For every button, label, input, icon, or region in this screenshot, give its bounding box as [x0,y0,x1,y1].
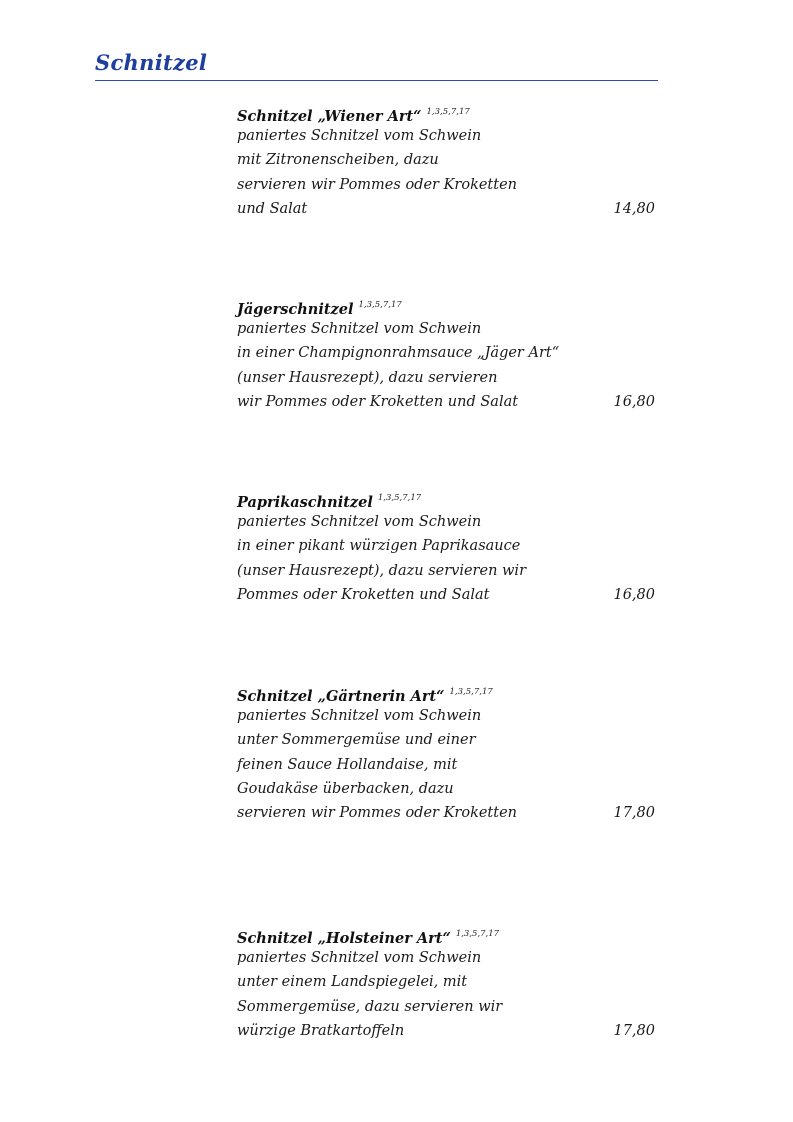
item-description-line: paniertes Schnitzel vom Schwein [237,950,482,966]
item-description-line: mit Zitronenscheiben, dazu [237,152,439,169]
item-title-row [237,680,658,704]
menu-item [237,680,658,825]
item-allergens: 1,3,5,7,17 [449,687,493,697]
item-description-line-last [237,390,658,414]
item-description-line: (unser Hausrezept), dazu servieren [237,369,498,386]
item-description-text: servieren wir Pommes oder Kroketten [237,805,518,822]
item-title: Jägerschnitzel [237,301,354,318]
item-description-line-last [237,801,658,825]
item-title-row [237,293,658,317]
item-description-line: in einer Champignonrahmsauce „Jäger Art“ [237,345,560,362]
item-price: 14,80 [613,200,655,217]
menu-item [237,922,658,1043]
item-description-line: (unser Hausrezept), dazu servieren wir [237,562,527,579]
item-description-text: würzige Bratkartoffeln [237,1022,405,1039]
item-description-line: unter einem Landspiegelei, mit [237,974,468,991]
item-description-line: in einer pikant würzigen Paprikasauce [237,538,521,555]
item-allergens: 1,3,5,7,17 [426,107,470,117]
item-price: 17,80 [613,805,655,822]
item-description-line-last [237,197,658,221]
item-title: Schnitzel „Holsteiner Art“ [237,930,451,947]
item-allergens: 1,3,5,7,17 [377,493,422,503]
item-description-line: paniertes Schnitzel vom Schwein [237,321,482,337]
item-price: 16,80 [613,393,655,410]
menu-item [237,100,658,221]
item-title-row [237,486,658,510]
item-description-line-last [237,583,658,607]
item-allergens: 1,3,5,7,17 [455,929,500,939]
item-description-line: paniertes Schnitzel vom Schwein [237,708,482,724]
item-description-line: Sommergemüse, dazu servieren wir [237,998,503,1015]
item-description-text: Pommes oder Kroketten und Salat [237,586,490,603]
item-description-text: und Salat [237,200,308,217]
item-title-row [237,922,658,946]
item-allergens: 1,3,5,7,17 [358,300,402,310]
page-title: Schnitzel [95,50,208,75]
item-description-line: feinen Sauce Hollandaise, mit [237,756,458,773]
item-price: 16,80 [613,586,655,603]
item-title: Paprikaschnitzel [237,494,373,511]
item-description-line: paniertes Schnitzel vom Schwein [237,128,482,144]
menu-item [237,486,658,607]
item-description-text: wir Pommes oder Kroketten und Salat [237,393,519,410]
item-description-line-last [237,1019,658,1043]
menu-item [237,293,658,414]
item-description-line: unter Sommergemüse und einer [237,732,476,749]
item-title-row [237,100,658,124]
item-description-line: paniertes Schnitzel vom Schwein [237,514,482,530]
item-title: Schnitzel „Wiener Art“ [237,108,422,125]
item-price: 17,80 [613,1022,655,1039]
item-description-line: servieren wir Pommes oder Kroketten [237,176,518,193]
page-heading [95,48,658,81]
item-title: Schnitzel „Gärtnerin Art“ [237,688,445,705]
item-description-line: Goudakäse überbacken, dazu [237,780,454,797]
